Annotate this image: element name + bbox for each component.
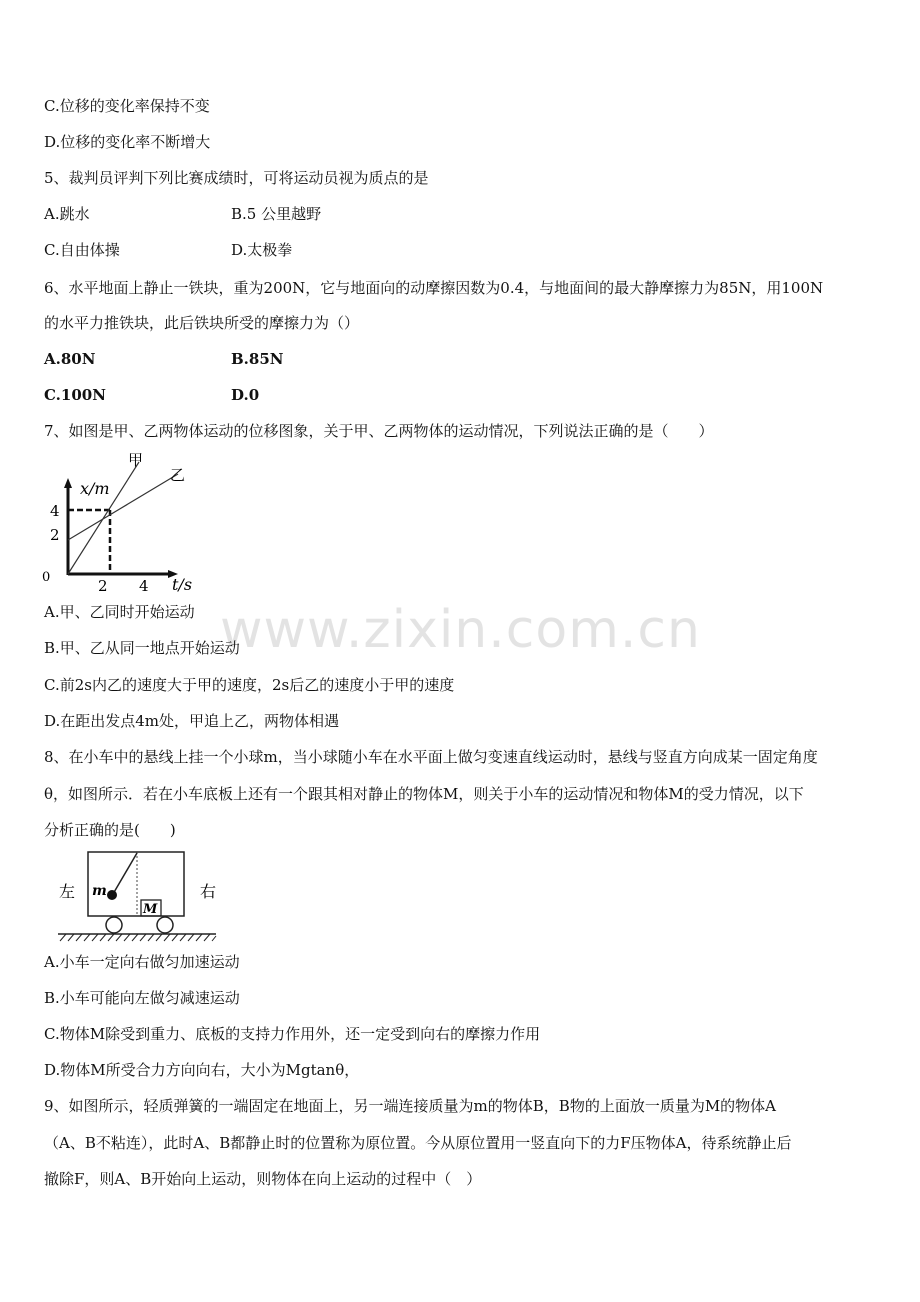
q5-option-c: C.自由体操 bbox=[44, 241, 120, 259]
y-tick-2: 2 bbox=[50, 526, 60, 544]
line-yi-label: 乙 bbox=[170, 466, 186, 484]
q6-stem-line2: 的水平力推铁块，此后铁块所受的摩擦力为（） bbox=[44, 314, 360, 332]
q5-option-d: D.太极拳 bbox=[231, 241, 293, 259]
q5-stem: 5、裁判员评判下列比赛成绩时，可将运动员视为质点的是 bbox=[44, 169, 429, 187]
right-wheel bbox=[157, 917, 173, 933]
y-tick-0: 0 bbox=[42, 570, 51, 585]
q7-option-a: A.甲、乙同时开始运动 bbox=[44, 603, 195, 621]
q6-stem-line1: 6、水平地面上静止一铁块，重为200N，它与地面向的动摩擦因数为0.4，与地面间的最大静摩擦力为85N，用100N bbox=[44, 279, 824, 297]
y-axis-arrow bbox=[64, 478, 72, 488]
q8-option-c: C.物体M除受到重力、底板的支持力作用外，还一定受到向右的摩擦力作用 bbox=[44, 1025, 541, 1043]
q8-stem-line2: θ，如图所示．若在小车底板上还有一个跟其相对静止的物体M，则关于小车的运动情况和物体M的受力情况，以下 bbox=[44, 785, 804, 803]
q6-option-c: C.100N bbox=[44, 386, 106, 404]
ball-label: m bbox=[92, 883, 107, 899]
q9-stem-line3: 撤除F，则A、B开始向上运动，则物体在向上运动的过程中（ ） bbox=[44, 1170, 482, 1188]
q4-option-c: C.位移的变化率保持不变 bbox=[44, 97, 210, 115]
y-tick-4: 4 bbox=[50, 502, 60, 520]
watermark: www.zixin.com.cn bbox=[220, 600, 701, 660]
pendulum-string bbox=[113, 853, 137, 894]
right-label: 右 bbox=[200, 882, 217, 901]
q4-option-d: D.位移的变化率不断增大 bbox=[44, 133, 211, 151]
q6-option-d: D.0 bbox=[231, 386, 260, 404]
q7-option-b: B.甲、乙从同一地点开始运动 bbox=[44, 639, 240, 657]
q8-stem-line1: 8、在小车中的悬线上挂一个小球m，当小球随小车在水平面上做匀变速直线运动时，悬线与竖直方向成某一固定角度 bbox=[44, 748, 818, 766]
q7-option-d: D.在距出发点4m处，甲追上乙，两物体相遇 bbox=[44, 712, 340, 730]
q6-option-a: A.80N bbox=[44, 350, 96, 368]
q7-option-c: C.前2s内乙的速度大于甲的速度，2s后乙的速度小于甲的速度 bbox=[44, 676, 455, 694]
q8-option-a: A.小车一定向右做匀加速运动 bbox=[44, 953, 240, 971]
q8-stem-line3: 分析正确的是( ) bbox=[44, 821, 176, 839]
q8-option-b: B.小车可能向左做匀减速运动 bbox=[44, 989, 240, 1007]
q8-option-d: D.物体M所受合力方向向右，大小为Mgtanθ， bbox=[44, 1061, 360, 1079]
q8-cart-figure bbox=[50, 845, 225, 943]
q5-option-a: A.跳水 bbox=[44, 205, 90, 223]
q9-stem-line2: （A、B不粘连），此时A、B都静止时的位置称为原位置。今从原位置用一竖直向下的力F压物体A，待系统静止后 bbox=[44, 1134, 792, 1152]
q9-stem-line1: 9、如图所示，轻质弹簧的一端固定在地面上，另一端连接质量为m的物体B，B物的上面放一质量为M的物体A bbox=[44, 1097, 777, 1115]
x-tick-2: 2 bbox=[98, 577, 108, 595]
left-label: 左 bbox=[59, 882, 76, 901]
x-axis-label: t/s bbox=[172, 575, 193, 594]
left-wheel bbox=[106, 917, 122, 933]
q5-option-b: B.5 公里越野 bbox=[231, 205, 322, 223]
line-jia-label: 甲 bbox=[128, 451, 144, 469]
x-tick-4: 4 bbox=[139, 577, 149, 595]
q6-option-b: B.85N bbox=[231, 350, 284, 368]
y-axis-label: x/m bbox=[80, 479, 110, 498]
ground-hatching bbox=[60, 934, 216, 941]
ball bbox=[107, 890, 117, 900]
q7-displacement-graph bbox=[40, 450, 220, 595]
q7-stem: 7、如图是甲、乙两物体运动的位移图象，关于甲、乙两物体的运动情况，下列说法正确的是（ ） bbox=[44, 422, 714, 440]
block-label: M bbox=[143, 902, 158, 917]
